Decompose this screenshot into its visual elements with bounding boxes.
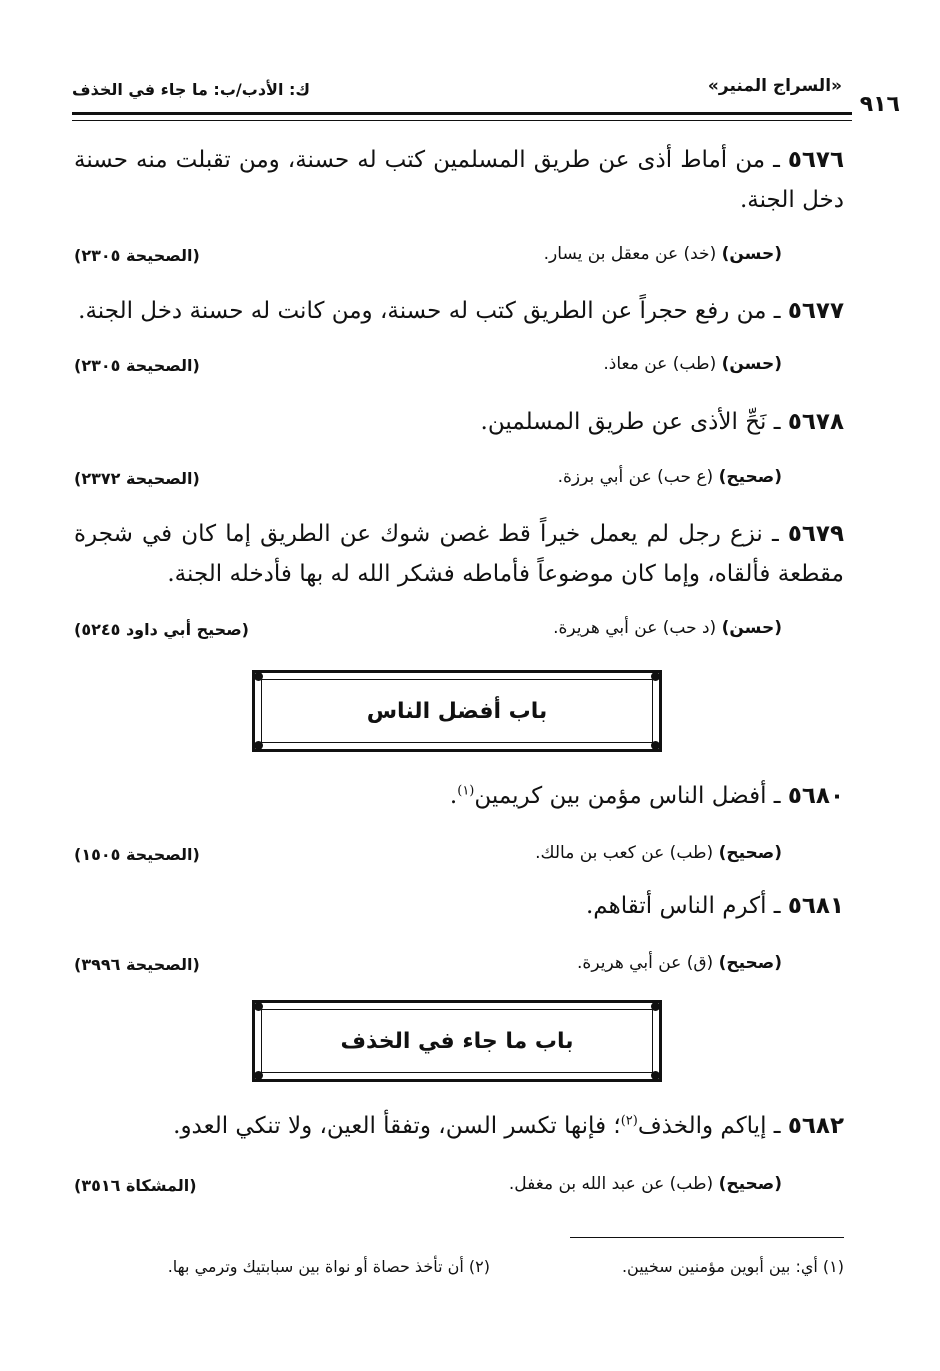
- footnote-text: أي: بين أبوين مؤمنين سخيين.: [621, 1257, 818, 1276]
- page-number: ٩١٦: [859, 92, 900, 117]
- hadith-grade: (حسن): [721, 354, 782, 374]
- hadith-text: ٥٦٧٨ ـ نَحِّ الأذى عن طريق المسلمين.: [480, 409, 844, 435]
- hadith-source: [558, 467, 782, 487]
- chapter-heading-frame: [261, 679, 653, 743]
- footnote-marker: (١): [457, 783, 475, 799]
- hadith-narrator: (خد) عن معقل بن يسار.: [543, 244, 717, 264]
- chapter-heading-box: [252, 670, 662, 752]
- footnote-marker: (٢): [620, 1113, 638, 1129]
- hadith-grade: (صحيح): [718, 1174, 782, 1194]
- hadith-number: ٥٦٧٨: [787, 409, 844, 435]
- hadith-narrator: (د حب) عن أبي هريرة.: [553, 618, 717, 638]
- hadith-narrator: (ق) عن أبي هريرة.: [577, 953, 714, 973]
- hadith-text: ٥٦٨٢ ـ إياكم والخذف$^{(٢)}$؛ فإنها تكسر السن، وتفقأ العين، ولا تنكي العدو.: [173, 1113, 844, 1139]
- hadith-body-tail: ؛ فإنها تكسر السن، وتفقأ العين، ولا تنكي العدو.: [173, 1113, 621, 1139]
- hadith-number: ٥٦٧٩: [787, 521, 844, 547]
- hadith-text: ٥٦٧٧ ـ من رفع حجراً عن الطريق كتب له حسنة، ومن كانت له حسنة دخل الجنة.: [78, 298, 844, 324]
- hadith-body: نَحِّ الأذى عن طريق المسلمين.: [480, 409, 767, 435]
- hadith-number: ٥٦٨١: [787, 893, 844, 919]
- hadith-number: ٥٦٨٢: [787, 1113, 844, 1139]
- hadith-reference: (الصحيحة ٣٩٩٦): [74, 955, 200, 974]
- hadith-body-tail: .: [449, 783, 458, 809]
- hadith-narrator: (طب) عن كعب بن مالك.: [535, 843, 714, 863]
- hadith-body: إياكم والخذف: [637, 1113, 767, 1139]
- hadith-narrator: (ع حب) عن أبي برزة.: [557, 467, 714, 487]
- header-rule-thick: [72, 112, 852, 115]
- hadith-text: ٥٦٧٦ ـ من أماط أذى عن طريق المسلمين كتب له حسنة، ومن تقبلت منه حسنة دخل الجنة.: [74, 147, 844, 213]
- hadith-text: ٥٦٧٩ ـ نزع رجل لم يعمل خيراً قط غصن شوك عن الطريق إما كان في شجرة مقطعة فألقاه، وإما كان موضوعاً فأماطه فشكر الله له بها فأدخله الجنة.: [74, 521, 844, 587]
- chapter-title: باب أفضل الناس: [366, 698, 548, 724]
- header-rule-thin: [72, 120, 852, 121]
- hadith-reference: (الصحيحة ١٥٠٥): [74, 845, 200, 864]
- hadith-grade: (صحيح): [718, 467, 782, 487]
- hadith-narrator: (طب) عن معاذ.: [603, 354, 717, 374]
- hadith-source: [603, 354, 782, 374]
- hadith-body: نزع رجل لم يعمل خيراً قط غصن شوك عن الطريق إما كان في شجرة مقطعة فألقاه، وإما كان موضوعاً فأماطه فشكر الله له بها فأدخله الجنة.: [74, 521, 844, 587]
- hadith-grade: (صحيح): [718, 843, 782, 863]
- hadith-reference: (المشكاة ٣٥١٦): [74, 1176, 197, 1195]
- footnote: [622, 1257, 844, 1276]
- hadith-body: أفضل الناس مؤمن بين كريمين: [474, 783, 767, 809]
- chapter-heading-box: [252, 1000, 662, 1082]
- running-header-book-title: «السراج المنير»: [707, 76, 842, 96]
- footnote-number: (١): [822, 1257, 844, 1276]
- hadith-text: ٥٦٨١ ـ أكرم الناس أتقاهم.: [585, 893, 844, 919]
- hadith-reference: (الصحيحة ٢٣٠٥): [74, 246, 200, 265]
- hadith-body: من أماط أذى عن طريق المسلمين كتب له حسنة، ومن تقبلت منه حسنة دخل الجنة.: [74, 147, 844, 213]
- footnote: [168, 1257, 490, 1276]
- footnote-separator: [570, 1237, 844, 1238]
- hadith-grade: (حسن): [721, 618, 782, 638]
- hadith-body: أكرم الناس أتقاهم.: [585, 893, 767, 919]
- hadith-narrator: (طب) عن عبد الله بن مغفل.: [508, 1174, 714, 1194]
- hadith-number: ٥٦٧٦: [787, 147, 844, 173]
- hadith-source: [577, 953, 782, 973]
- hadith-number: ٥٦٨٠: [787, 783, 844, 809]
- hadith-reference: (الصحيحة ٢٣٠٥): [74, 356, 200, 375]
- hadith-number: ٥٦٧٧: [787, 298, 844, 324]
- hadith-body: من رفع حجراً عن الطريق كتب له حسنة، ومن كانت له حسنة دخل الجنة.: [78, 298, 767, 324]
- running-header-section: ك: الأدب/ب: ما جاء في الخذف: [72, 80, 311, 99]
- footnote-text: أن تأخذ حصاة أو نواة بين سبابتيك وترمي بها.: [167, 1257, 464, 1276]
- hadith-text: ٥٦٨٠ ـ أفضل الناس مؤمن بين كريمين$^{(١)}$.: [449, 783, 844, 809]
- hadith-source: [535, 843, 782, 863]
- hadith-grade: (صحيح): [718, 953, 782, 973]
- chapter-heading-frame: [261, 1009, 653, 1073]
- hadith-grade: (حسن): [721, 244, 782, 264]
- hadith-source: [544, 244, 782, 264]
- hadith-reference: (الصحيحة ٢٣٧٢): [74, 469, 200, 488]
- footnote-number: (٢): [468, 1257, 490, 1276]
- hadith-source: [553, 618, 782, 638]
- chapter-title: باب ما جاء في الخذف: [340, 1028, 574, 1054]
- hadith-source: [509, 1174, 782, 1194]
- hadith-reference: (صحيح أبي داود ٥٢٤٥): [74, 620, 249, 639]
